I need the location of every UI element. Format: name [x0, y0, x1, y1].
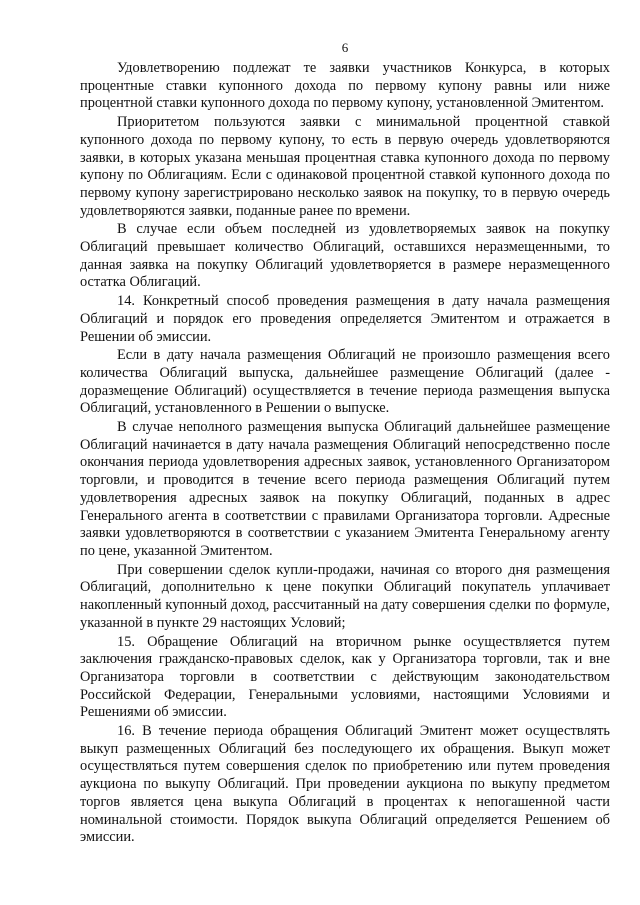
paragraph-item-15: 15. Обращение Облигаций на вторичном рынке осуществляется путем заключения гражданско-правовых сделок, как у Организатора торговли, так и вне Организатора торговли в соответствии с действующим законодательством Российской Федерации, Генеральными условиями, настоящими Условиями и Решениями об эмиссии.	[80, 633, 610, 721]
paragraph-additional-placement: Если в дату начала размещения Облигаций не произошло размещения всего количества Облигаций выпуска, дальнейшее размещение Облигаций (далее - доразмещение Облигаций) осуществляется в течение периода размещения выпуска Облигаций, установленного в Решении о выпуске.	[80, 347, 610, 417]
paragraph-incomplete-placement: В случае неполного размещения выпуска Облигаций дальнейшее размещение Облигаций начинается в дату начала размещения Облигаций непосредственно после окончания периода удовлетворения адресных заявок, установленного Организатором торговли, и проводится в течение всего периода размещения Облигаций путем удовлетворения адресных заявок на покупку Облигаций, поданных в адрес Генерального агента в соответствии с правилами Организатора торговли. Адресные заявки удовлетворяются в соответствии с указанием Эмитента Генеральному агенту по цене, указанной Эмитентом.	[80, 419, 610, 559]
paragraph-satisfaction: Удовлетворению подлежат те заявки участников Конкурса, в которых процентные ставки купонного дохода по первому купону равны или ниже процентной ставки купонного дохода по первому купону, установленной Эмитентом.	[80, 60, 610, 112]
paragraph-priority: Приоритетом пользуются заявки с минимальной процентной ставкой купонного дохода по первому купону, то есть в первую очередь удовлетворяются заявки, в которых указана меньшая процентная ставка купонного дохода по первому купону по Облигациям. Если с одинаковой процентной ставкой купонного дохода по первому купону зарегистрировано несколько заявок на покупку, то в первую очередь удовлетворяются заявки, поданные ранее по времени.	[80, 114, 610, 219]
paragraph-accrued-coupon: При совершении сделок купли-продажи, начиная со второго дня размещения Облигаций, дополнительно к цене покупки Облигаций покупатель уплачивает накопленный купонный доход, рассчитанный на дату совершения сделки по формуле, указанной в пункте 29 настоящих Условий;	[80, 561, 610, 631]
page-number: 6	[341, 40, 349, 55]
paragraph-last-bid: В случае если объем последней из удовлетворяемых заявок на покупку Облигаций превышает количество Облигаций, оставшихся неразмещенными, то данная заявка на покупку Облигаций удовлетворяется в размере неразмещенного остатка Облигаций.	[80, 221, 610, 291]
paragraph-item-16: 16. В течение периода обращения Облигаций Эмитент может осуществлять выкуп размещенных Облигаций без последующего их обращения. Выкуп может осуществляться путем совершения сделок по приобретению или путем проведения аукциона по выкупу Облигаций. При проведении аукциона по выкупу предметом торгов является цена выкупа Облигаций в процентах к непогашенной части номинальной стоимости. Порядок выкупа Облигаций определяется Решением об эмиссии.	[80, 723, 610, 846]
paragraph-item-14: 14. Конкретный способ проведения размещения в дату начала размещения Облигаций и порядок его проведения определяется Эмитентом и отражается в Решении об эмиссии.	[80, 293, 610, 345]
